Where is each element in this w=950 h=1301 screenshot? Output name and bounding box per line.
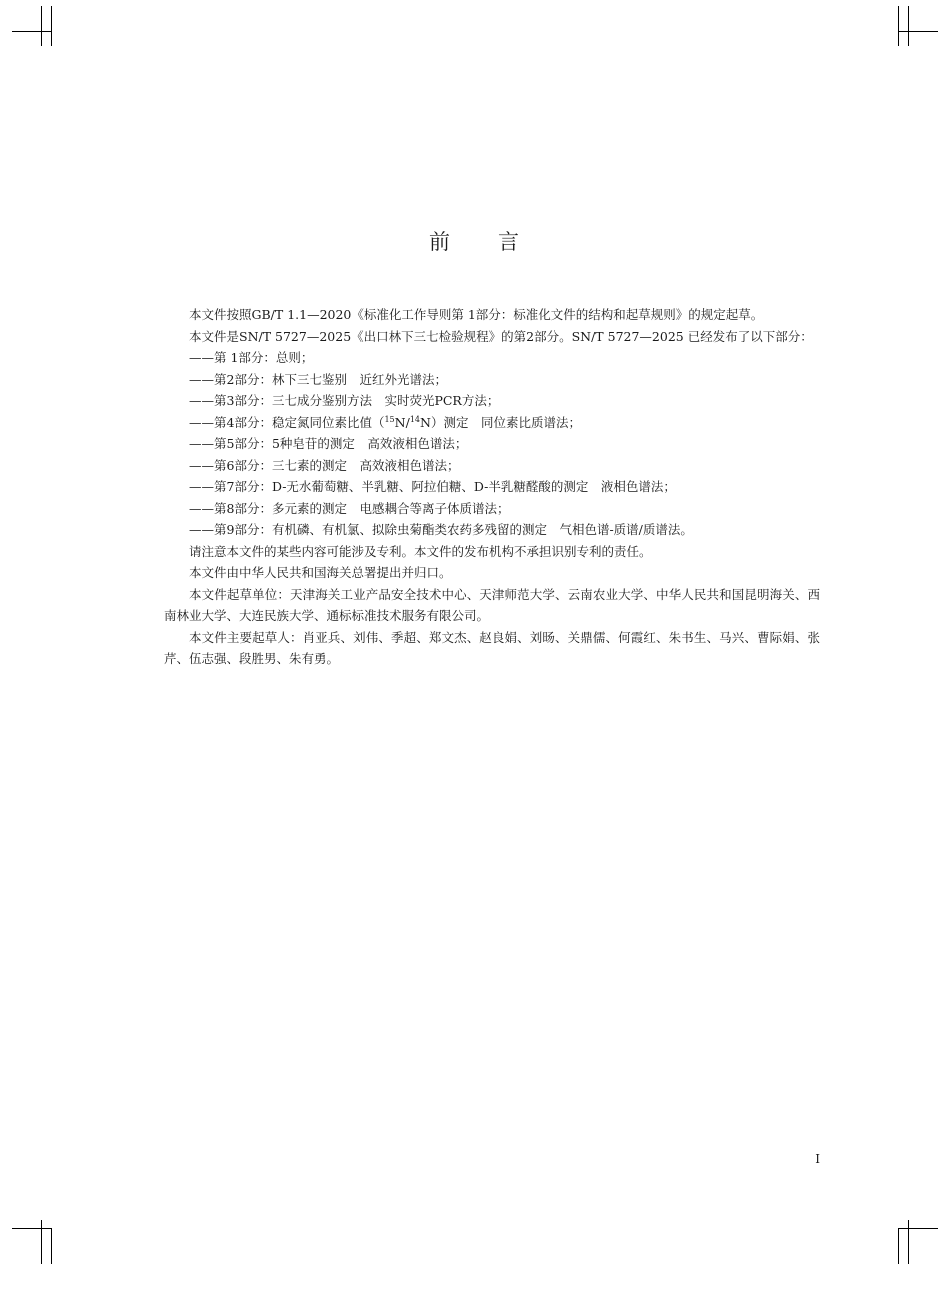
crop-mark-top-left-v2 [51,6,52,46]
list-item-part-4 [164,412,820,434]
crop-mark-bottom-right-v2 [908,1220,909,1264]
paragraph-proposer: 本文件由中华人民共和国海关总署提出并归口。 [189,565,452,580]
title-char-2: 言 [498,230,521,254]
page-number: I [815,1152,820,1166]
title-char-1: 前 [429,230,452,254]
crop-mark-top-right-v [898,6,899,46]
paragraph-patent-notice: 请注意本文件的某些内容可能涉及专利。本文件的发布机构不承担识别专利的责任。 [189,543,652,559]
list-item-part-5: ——第5部分：5种皂苷的测定 高效液相色谱法； [189,436,468,451]
part-4-mid: N/ [394,414,410,430]
crop-mark-top-right-h [898,31,938,32]
crop-mark-top-left-v [41,6,42,46]
part-4-prefix: ——第4部分：稳定氮同位素比值（ [189,414,385,430]
paragraph-drafting-units: 本文件起草单位：天津海关工业产品安全技术中心、天津师范大学、云南农业大学、中华人民共和国昆明海关、西南林业大学、大连民族大学、通标标准技术服务有限公司。 [164,586,820,623]
list-item-part-7: ——第7部分：D-无水葡萄糖、半乳糖、阿拉伯糖、D-半乳糖醛酸的测定 液相色谱法； [189,479,676,494]
crop-mark-bottom-left-v2 [51,1228,52,1264]
list-item-part-6: ——第6部分：三七素的测定 高效液相色谱法； [189,457,460,473]
crop-mark-top-right-v2 [908,6,909,46]
crop-mark-bottom-left-v [41,1220,42,1264]
list-item-part-2: ——第2部分：林下三七鉴别 近红外光谱法； [189,371,447,387]
part-4-sup-15: 15 [384,414,395,424]
document-body [164,304,820,670]
crop-mark-bottom-right-v [898,1228,899,1264]
part-4-sup-14: 14 [409,414,420,424]
paragraph-series-intro: 本文件是SN/T 5727—2025《出口林下三七检验规程》的第2部分。SN/T 5727—2025 已经发布了以下部分： [189,328,813,344]
crop-mark-bottom-left-h [12,1228,52,1229]
list-item-part-3: ——第3部分：三七成分鉴别方法 实时荧光PCR方法； [189,393,500,408]
list-item-part-1: ——第 1部分：总则； [189,350,314,365]
paragraph-drafting-rules: 本文件按照GB/T 1.1—2020《标准化工作导则第 1部分：标准化文件的结构和起草规则》的规定起草。 [189,307,764,322]
crop-mark-bottom-right-h [898,1228,938,1229]
list-item-part-8: ——第8部分：多元素的测定 电感耦合等离子体质谱法； [189,500,510,516]
paragraph-drafters: 本文件主要起草人：肖亚兵、刘伟、季超、郑文杰、赵良娟、刘旸、关鼎儒、何霞红、朱书生、马兴、曹际娟、张芹、伍志强、段胜男、朱有勇。 [164,629,820,666]
part-4-suffix: N）测定 同位素比质谱法； [420,414,581,430]
page-title [0,226,950,256]
list-item-part-9: ——第9部分：有机磷、有机氯、拟除虫菊酯类农药多残留的测定 气相色谱-质谱/质谱法。 [189,522,693,537]
crop-mark-top-left-h [12,31,52,32]
